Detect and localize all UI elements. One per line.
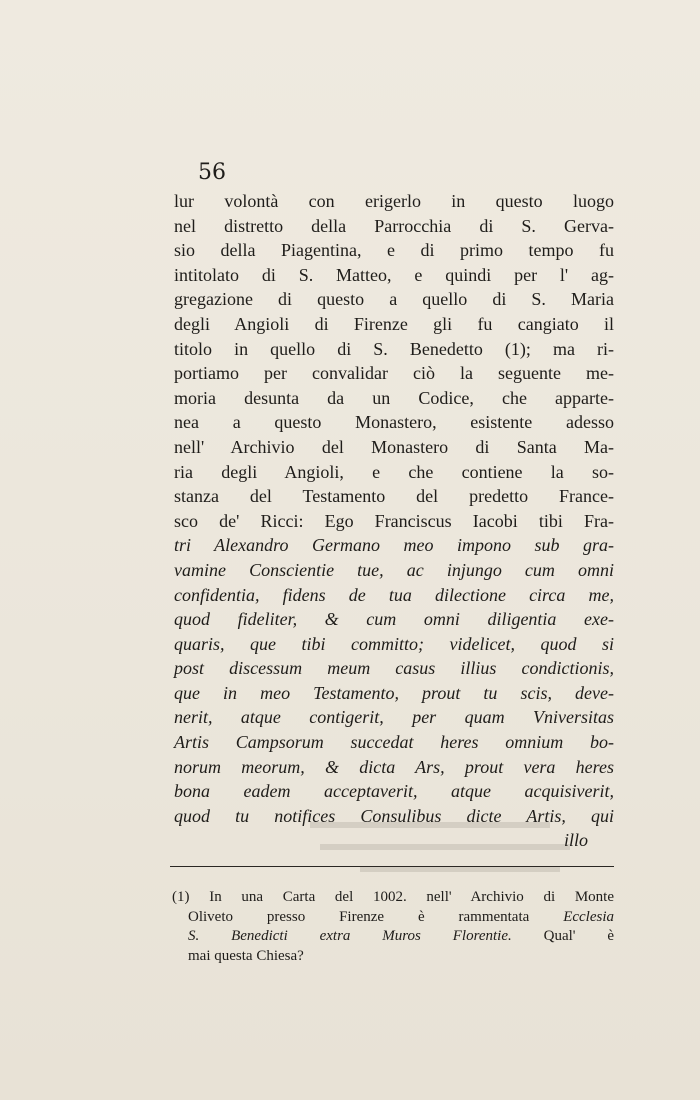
footnote-marker: (1) — [172, 889, 190, 905]
footnote-line — [172, 927, 614, 947]
text-line-latin: que in meo Testamento, prout tu scis, deve- — [174, 682, 614, 703]
text-line: intitolato di S. Matteo, e quindi per l' ag- — [174, 264, 614, 285]
text-line: stanza del Testamento del predetto France- — [174, 486, 614, 507]
text-line: nel distretto della Parrocchia di S. Gerva- — [174, 215, 614, 236]
text-line: portiamo per convalidar ciò la seguente me- — [174, 363, 614, 384]
footnote-text: In una Carta del 1002. nell' Archivio di Monte — [209, 889, 615, 905]
footnote-line — [172, 888, 614, 908]
text-line: sco de' Ricci: Ego Franciscus Iacobi tibi Fra- — [174, 510, 614, 531]
catchword: illo — [563, 830, 588, 851]
text-line: moria desunta da un Codice, che apparte- — [174, 387, 614, 408]
footnote-text: Qual' è — [543, 928, 614, 944]
text-line-latin: bona eadem acceptaverit, atque acquisiverit, — [174, 781, 614, 802]
footnote-line — [172, 908, 614, 928]
text-line: sio della Piagentina, e di primo tempo fu — [174, 240, 614, 261]
page-number: 56 — [198, 160, 226, 185]
footnote-rule — [170, 866, 614, 867]
text-line-latin: post discessum meum casus illius condictionis, — [174, 658, 614, 679]
text-line: titolo in quello di S. Benedetto (1); ma ri- — [174, 338, 614, 359]
text-line-latin: tri Alexandro Germano meo impono sub gra- — [174, 535, 614, 556]
text-line-latin: quaris, que tibi committo; videlicet, quod si — [174, 633, 614, 654]
text-line: gregazione di questo a quello di S. Maria — [174, 289, 614, 310]
text-line-latin: nerit, atque contigerit, per quam Vniversitas — [174, 707, 614, 728]
text-line-latin: vamine Conscientie tue, ac injungo cum omni — [174, 559, 614, 580]
body-text — [174, 189, 614, 853]
footnote-line — [172, 947, 614, 967]
text-line-latin: quod tu notifices Consulibus dicte Artis, qui — [174, 805, 614, 826]
footnote-text: mai questa Chiesa? — [188, 947, 304, 964]
text-line: nell' Archivio del Monastero di Santa Ma- — [174, 436, 614, 457]
footnote-italic: S. Benedicti extra Muros Florentie. — [188, 928, 512, 944]
text-line: nea a questo Monastero, esistente adesso — [174, 412, 614, 433]
footnote — [172, 888, 614, 966]
text-line-latin: norum meorum, & dicta Ars, prout vera heres — [174, 756, 614, 777]
text-line: ria degli Angioli, e che contiene la so- — [174, 461, 614, 482]
text-line-latin: confidentia, fidens de tua dilectione circa me, — [174, 584, 614, 605]
text-line-latin: quod fideliter, & cum omni diligentia exe- — [174, 609, 614, 630]
text-line: degli Angioli di Firenze gli fu cangiato il — [174, 313, 614, 334]
text-line-latin: Artis Campsorum succedat heres omnium bo- — [174, 732, 614, 753]
footnote-text: Oliveto presso Firenze è rammentata — [188, 908, 530, 925]
text-line: lur volontà con erigerlo in questo luogo — [174, 191, 614, 211]
footnote-italic: Ecclesia — [563, 908, 614, 925]
